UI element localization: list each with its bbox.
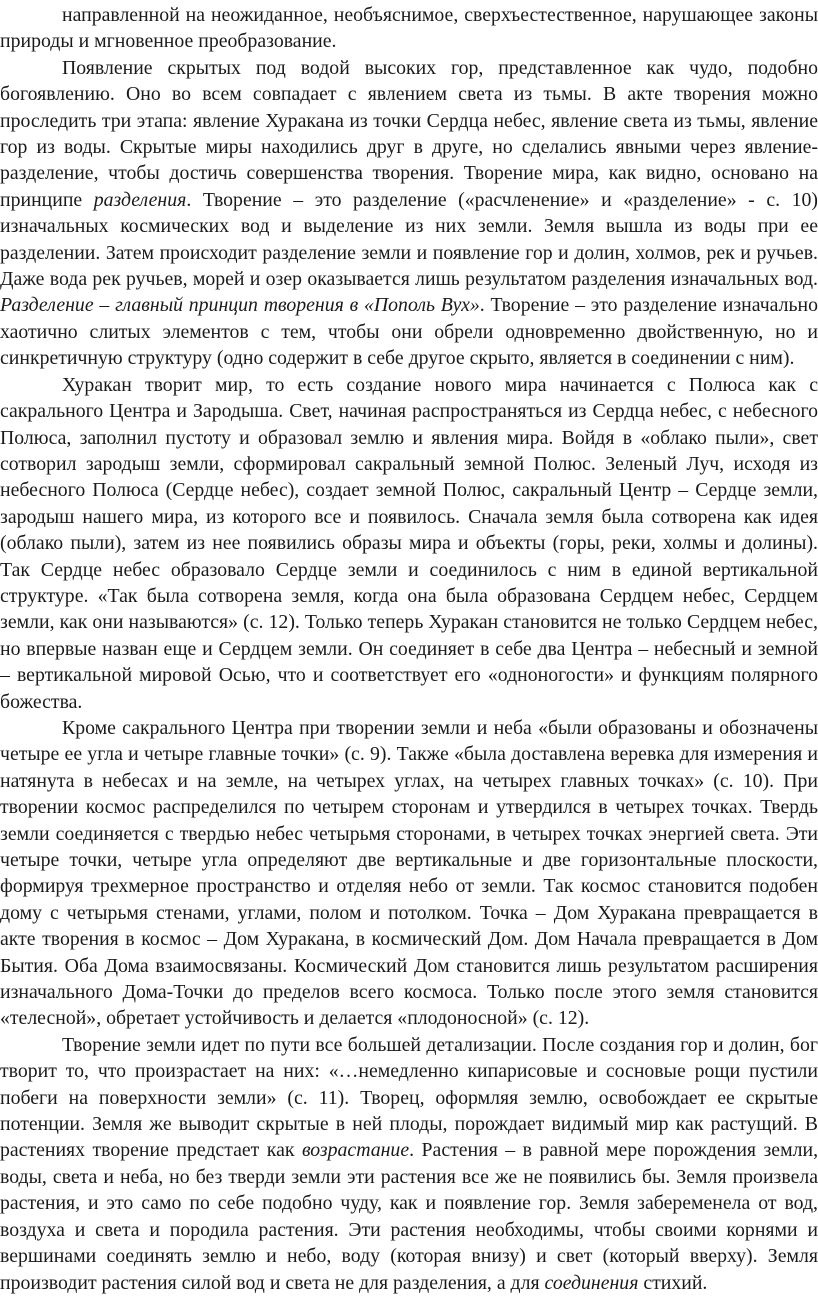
text-segment: . Растения – в равной мере порождения земли, воды, света и неба, но без тверди земли эти растения все же не появились бы. Земля произвела растения, и это само по себе подобно чуду, как и появление гор. Земля забеременела от вод, воздуха и света и породила растения. Эти растения необходимы, чтобы своими корнями и вершинами соединять землю и небо, воду (которая внизу) и свет (который вверху). Земля производит растения силой вод и света не для разделения, а для <box>0 1139 818 1294</box>
document-body <box>0 2 818 1296</box>
paragraph <box>0 372 818 715</box>
paragraph <box>0 2 818 55</box>
text-segment: стихий. <box>638 1271 708 1294</box>
paragraph <box>0 1032 818 1296</box>
text-segment: направленной на неожиданное, необъяснимое, сверхъестественное, нарушающее законы природы и мгновенное преобразование. <box>0 4 818 53</box>
text-segment: . Творение – это разделение («расчленение» и «разделение» - с. 10) изначальных космических вод и выделение из них земли. Земля вышла из воды при ее разделении. Затем происходит разделение земли и появление гор и долин, холмов, рек и ручьев. Даже вода рек ручьев, морей и озер оказывается лишь результатом разделения изначальных вод. <box>0 188 818 291</box>
italic-text-segment: соединения <box>544 1271 639 1294</box>
text-segment: Кроме сакрального Центра при творении земли и неба «были образованы и обозначены четыре ее угла и четыре главные точки» (с. 9). Также «была доставлена веревка для измерения и натянута в небесах и на земле, на четырех углах, на четырех главных точках» (с. 10). При творении космос распределился по четырем сторонам и утвердился в четырех точках. Твердь земли соединяется с твердью небес четырьмя сторонами, в четырех точках энергией света. Эти четыре точки, четыре угла определяют две вертикальные и две горизонтальные плоскости, формируя трехмерное пространство и отделяя небо от земли. Так космос становится подобен дому с четырьмя стенами, углами, полом и потолком. Точка – Дом Хуракана превращается в акте творения в космос – Дом Хуракана, в космический Дом. Дом Начала превращается в Дом Бытия. Оба Дома взаимосвязаны. Космический Дом становится лишь результатом расширения изначального Дома-Точки до пределов всего космоса. Только после этого земля становится «телесной», обретает устойчивость и делается «плодоносной» (с. 12). <box>0 716 818 1030</box>
text-segment: Хуракан творит мир, то есть создание нового мира начинается с Полюса как с сакрального Центра и Зародыша. Свет, начиная распространяться из Сердца небес, с небесного Полюса, заполнил пустоту и образовал землю и явления мира. Войдя в «облако пыли», свет сотворил зародыш земли, сформировал сакральный земной Полюс. Зеленый Луч, исходя из небесного Полюса (Сердце небес), создает земной Полюс, сакральный Центр – Сердце земли, зародыш нашего мира, из которого все и появилось. Сначала земля была сотворена как идея (облако пыли), затем из нее появились образы мира и объекты (горы, реки, холмы и долины). Так Сердце небес образовало Сердце земли и соединилось с ним в единой вертикальной структуре. «Так была сотворена земля, когда она была образована Сердцем небес, Сердцем земли, как они называются» (с. 12). Только теперь Хуракан становится не только Сердцем небес, но впервые назван еще и Сердцем земли. Он соединяет в себе два Центра – небесный и земной – вертикальной мировой Осью, что и соответствует его «одноногости» и функциям полярного божества. <box>0 373 818 713</box>
text-segment: Появление скрытых под водой высоких гор, представленное как чудо, подобно богоявлению. Оно во всем совпадает с явлением света из тьмы. В акте творения можно проследить три этапа: явление Хуракана из точки Сердца небес, явление света из тьмы, явление гор из воды. Скрытые миры находились друг в друге, но сделались явными через явление-разделение, чтобы достичь совершенства творения. Творение мира, как видно, основано на принципе <box>0 56 818 211</box>
paragraph <box>0 715 818 1032</box>
text-segment: Творение земли идет по пути все большей детализации. После создания гор и долин, бог творит то, что произрастает на них: «…немедленно кипарисовые и сосновые рощи пустили побеги на поверхности земли» (с. 11). Творец, оформляя землю, освобождает ее скрытые потенции. Земля же выводит скрытые в ней плоды, порождает видимый мир как растущий. В растениях творение предстает как <box>0 1033 818 1162</box>
paragraph <box>0 55 818 372</box>
italic-text-segment: разделения <box>93 188 187 211</box>
italic-text-segment: возрастание <box>301 1139 410 1162</box>
italic-text-segment: Разделение – главный принцип творения в «Пополь Вух» <box>0 294 480 317</box>
text-segment: . Творение – это разделение изначально хаотично слитых элементов с тем, чтобы они обрели одновременно двойственную, но и синкретичную структуру (одно содержит в себе другое скрыто, является в соединении с ним). <box>0 294 818 370</box>
